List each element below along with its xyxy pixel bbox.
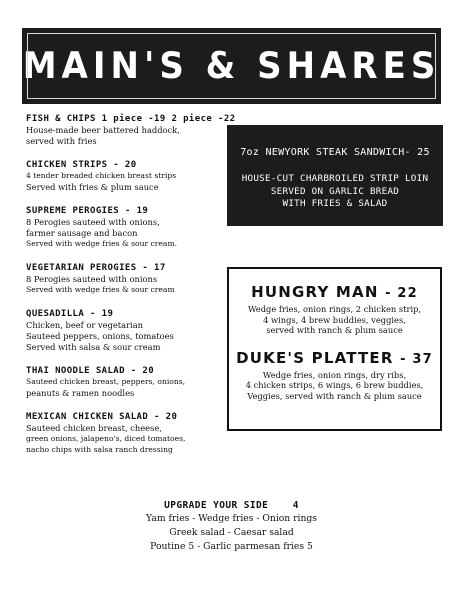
item-description: farmer sausage and bacon — [26, 227, 138, 238]
upgrade-price: 4 — [292, 500, 299, 511]
item-description: Served with salsa & sour cream — [26, 341, 161, 352]
item-name: CHICKEN STRIPS — [26, 160, 108, 171]
item-description: nacho chips with salsa ranch dressing — [26, 444, 173, 454]
upgrade-option-line: Yam fries - Wedge fries - Onion rings — [146, 513, 317, 524]
platters-box — [227, 267, 442, 431]
item-name: FISH & CHIPS — [26, 114, 96, 124]
hungry-man-heading — [229, 283, 440, 301]
item-description: Sauteed peppers, onions, tomatoes — [26, 330, 174, 341]
steak-title: 7oz NEWYORK STEAK SANDWICH- 25 — [240, 147, 430, 158]
item-price: 1 piece -19 2 piece -22 — [101, 114, 236, 124]
item-description: Served with wedge fries & sour cream — [26, 284, 175, 294]
hungry-man-line: Wedge fries, onion rings, 2 chicken strip, — [247, 304, 422, 314]
menu-item-mexican-chicken-salad — [26, 411, 226, 455]
item-description: Sauteed chicken breast, cheese, — [26, 423, 162, 434]
item-description: peanuts & ramen noodles — [26, 387, 135, 398]
hungry-man-price: - 22 — [385, 286, 418, 301]
upgrade-heading — [0, 499, 463, 512]
menu-item-vegetarian-perogies — [26, 262, 226, 295]
page-title: MAIN'S & SHARES — [22, 44, 441, 88]
item-price: - 19 — [124, 206, 149, 217]
steak-line: SERVED ON GARLIC BREAD — [270, 185, 400, 197]
item-description: 4 tender breaded chicken breast strips — [26, 171, 177, 181]
item-price: - 20 — [130, 366, 155, 377]
item-price: - 19 — [90, 309, 114, 320]
item-price: - 20 — [113, 160, 137, 171]
item-heading — [26, 308, 226, 320]
dukes-platter-name: DUKE'S PLATTER — [236, 348, 394, 367]
item-heading — [26, 411, 226, 423]
menu-item-supreme-perogies — [26, 205, 226, 249]
item-name: SUPREME PEROGIES — [26, 206, 120, 217]
item-description: Served with fries & plum sauce — [26, 181, 159, 192]
hungry-man-line: 4 wings, 4 brew buddies, veggies, — [263, 314, 406, 325]
item-description: Sauteed chicken breast, peppers, onions, — [26, 377, 186, 387]
upgrade-option-line: Greek salad - Caesar salad — [169, 527, 294, 538]
menu-item-thai-noodle-salad — [26, 365, 226, 398]
dukes-platter-heading — [229, 349, 440, 367]
item-heading — [26, 205, 226, 217]
upgrade-option-line: Poutine 5 - Garlic parmesan fries 5 — [150, 541, 313, 552]
dukes-platter-price: - 37 — [400, 351, 433, 367]
item-heading — [26, 159, 226, 171]
upgrade-title: UPGRADE YOUR SIDE — [164, 500, 269, 511]
item-description: 8 Perogies sauteed with onions, — [26, 217, 160, 228]
menu-item-chicken-strips — [26, 159, 226, 192]
item-description: green onions, jalapeno's, diced tomatoes, — [26, 433, 186, 443]
item-name: VEGETARIAN PEROGIES — [26, 263, 137, 274]
menu-item-fish-chips — [26, 113, 236, 146]
steak-description — [227, 173, 443, 211]
item-heading — [26, 113, 236, 125]
item-description: served with fries — [26, 135, 97, 146]
hungry-man-name: HUNGRY MAN — [251, 283, 379, 301]
item-name: THAI NOODLE SALAD — [26, 366, 125, 377]
steak-line: WITH FRIES & SALAD — [282, 198, 388, 209]
item-name: QUESADILLA — [26, 309, 85, 320]
item-heading — [26, 262, 226, 274]
item-description: Served with wedge fries & sour cream. — [26, 238, 178, 248]
upgrade-side-section — [0, 499, 463, 554]
dukes-platter-line: 4 chicken strips, 6 wings, 6 brew buddies, — [245, 380, 424, 391]
item-description: 8 Perogies sauteed with onions — [26, 274, 158, 285]
item-name: MEXICAN CHICKEN SALAD — [26, 412, 149, 423]
title-banner — [22, 28, 441, 104]
left-menu-column — [26, 113, 236, 468]
steak-line: HOUSE-CUT CHARBROILED STRIP LOIN — [241, 173, 429, 184]
item-heading — [26, 365, 226, 377]
dukes-platter-line: Veggies, served with ranch & plum sauce — [247, 390, 422, 401]
item-description: Chicken, beef or vegetarian — [26, 320, 143, 331]
item-description: House-made beer battered haddock, — [26, 125, 180, 135]
item-price: - 20 — [154, 412, 178, 423]
item-price: - 17 — [142, 263, 166, 274]
hungry-man-line: served with ranch & plum sauce — [266, 325, 403, 336]
dukes-platter-line: Wedge fries, onion rings, dry ribs, — [262, 369, 407, 380]
steak-sandwich-box — [227, 125, 443, 226]
menu-item-quesadilla — [26, 308, 226, 352]
